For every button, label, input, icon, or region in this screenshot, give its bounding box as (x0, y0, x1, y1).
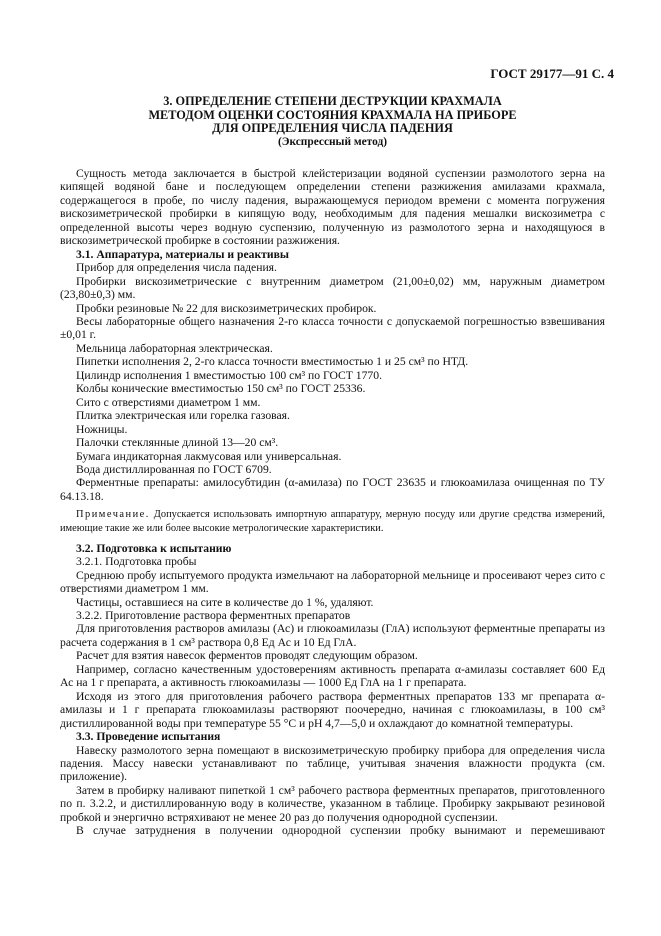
paragraph: 3.2.1. Подготовка пробы (76, 555, 197, 569)
equipment-item: Бумага индикаторная лакмусовая или универсальная. (76, 449, 342, 463)
title-line-3: ДЛЯ ОПРЕДЕЛЕНИЯ ЧИСЛА ПАДЕНИЯ (212, 121, 453, 136)
title-line-1: 3. ОПРЕДЕЛЕНИЕ СТЕПЕНИ ДЕСТРУКЦИИ КРАХМАЛА (163, 94, 502, 108)
note (60, 508, 605, 534)
paragraph: Расчет для взятия навесок ферментов проводят следующим образом. (76, 649, 418, 663)
paragraph: Исходя из этого для приготовления рабочего раствора ферментных препаратов 133 мг препарата α-амилазы и 1 г препарата глюкоамилазы растворяют поочередно, начиная с глюкоамилазы, в 100 см³ дистиллированной воды при температуре 55 °С и рН 4,7—5,0 и охлаждают до комнатной температуры. (60, 689, 605, 730)
equipment-item: Палочки стеклянные длиной 13—20 см³. (76, 436, 279, 450)
title-subtitle: (Экспрессный метод) (277, 135, 388, 148)
intro-paragraph: Сущность метода заключается в быстрой клейстеризации водяной суспензии размолотого зерна на кипящей водяной бане и последующем определении степени разжижения амилазами крахмала, содержащегося в пробе, по числу падения, выражающемуся периодом времени с момента погружения вискозиметрической пробирки в кипящую воду, необходимым для падения мешалки вискозиметра с определенной высоты через водную суспензию, полученную из размолотого зерна и находящуюся в вискозиметрической пробирке в состоянии разжижения. (60, 167, 605, 248)
paragraph: В случае затруднения в получении однородной суспензии пробку вынимают и перемешивают (76, 824, 605, 838)
document-body (60, 167, 605, 838)
page-header: ГОСТ 29177—91 С. 4 (490, 66, 614, 81)
equipment-item: Плитка электрическая или горелка газовая. (76, 409, 290, 423)
paragraph: 3.2.2. Приготовление раствора ферментных препаратов (76, 609, 351, 622)
section-title (60, 95, 605, 149)
equipment-item: Вода дистиллированная по ГОСТ 6709. (76, 462, 272, 476)
note-label: Примечание. (76, 509, 150, 521)
equipment-item: Пипетки исполнения 2, 2-го класса точности вместимостью 1 и 25 см³ по НТД. (76, 355, 469, 369)
equipment-item: Ферментные препараты: амилосубтидин (α-амилаза) по ГОСТ 23635 и глюкоамилаза очищенная по ТУ 64.13.18. (60, 476, 605, 503)
equipment-item: Колбы конические вместимостью 150 см³ по ГОСТ 25336. (76, 382, 366, 396)
paragraph: Для приготовления растворов амилазы (Ас) и глюкоамилазы (ГлА) используют ферментные препараты из расчета содержания в 1 см³ раствора 0,8 Ед Ас и 10 Ед ГлА. (60, 622, 605, 649)
equipment-item: Весы лабораторные общего назначения 2-го класса точности с допускаемой погрешностью взвешивания ±0,01 г. (60, 314, 605, 342)
equipment-item: Мельница лабораторная электрическая. (76, 341, 273, 355)
equipment-item: Прибор для определения числа падения. (76, 261, 277, 275)
equipment-item: Сито с отверстиями диаметром 1 мм. (76, 395, 261, 409)
equipment-item: Пробирки вискозиметрические с внутренним диаметром (21,00±0,02) мм, наружным диаметром (23,80±0,3) мм. (60, 274, 605, 302)
paragraph: Затем в пробирку наливают пипеткой 1 см³ рабочего раствора ферментных препаратов, приготовленного по п. 3.2.2, и дистиллированную воду в количестве, указанном в таблице. Пробирку закрывают резиновой пробкой и энергично встряхивают не менее 20 раз до получения однородной суспензии. (60, 783, 605, 824)
paragraph: Среднюю пробу испытуемого продукта измельчают на лабораторной мельнице и просеивают через сито с отверстиями диаметром 1 мм. (60, 568, 605, 596)
paragraph: Например, согласно качественным удостоверениям активность препарата α-амилазы составляет 600 Ед Ас на 1 г препарата, а активность глюкоамилазы — 1000 Ед ГлА на 1 г препарата. (60, 662, 605, 690)
paragraph: Навеску размолотого зерна помещают в вискозиметрическую пробирку прибора для определения числа падения. Массу навески устанавливают по таблице, учитывая значения влажности продукта (см. приложение). (60, 743, 605, 784)
equipment-item: Цилиндр исполнения 1 вместимостью 100 см³ по ГОСТ 1770. (76, 368, 382, 382)
subsection-heading-3-1: 3.1. Аппаратура, материалы и реактивы (76, 247, 289, 261)
subsection-heading-3-3: 3.3. Проведение испытания (76, 730, 221, 744)
note-text: Допускается использовать импортную аппаратуру, мерную посуду или другие средства измерений, имеющие такие же или более высокие метрологические характеристики. (60, 509, 605, 534)
title-line-2: МЕТОДОМ ОЦЕНКИ СОСТОЯНИЯ КРАХМАЛА НА ПРИБОРЕ (148, 107, 517, 122)
equipment-item: Пробки резиновые № 22 для вискозиметрических пробирок. (76, 301, 377, 315)
subsection-heading-3-2: 3.2. Подготовка к испытанию (76, 541, 232, 555)
paragraph: Частицы, оставшиеся на сите в количестве до 1 %, удаляют. (76, 595, 374, 609)
equipment-item: Ножницы. (76, 422, 128, 436)
